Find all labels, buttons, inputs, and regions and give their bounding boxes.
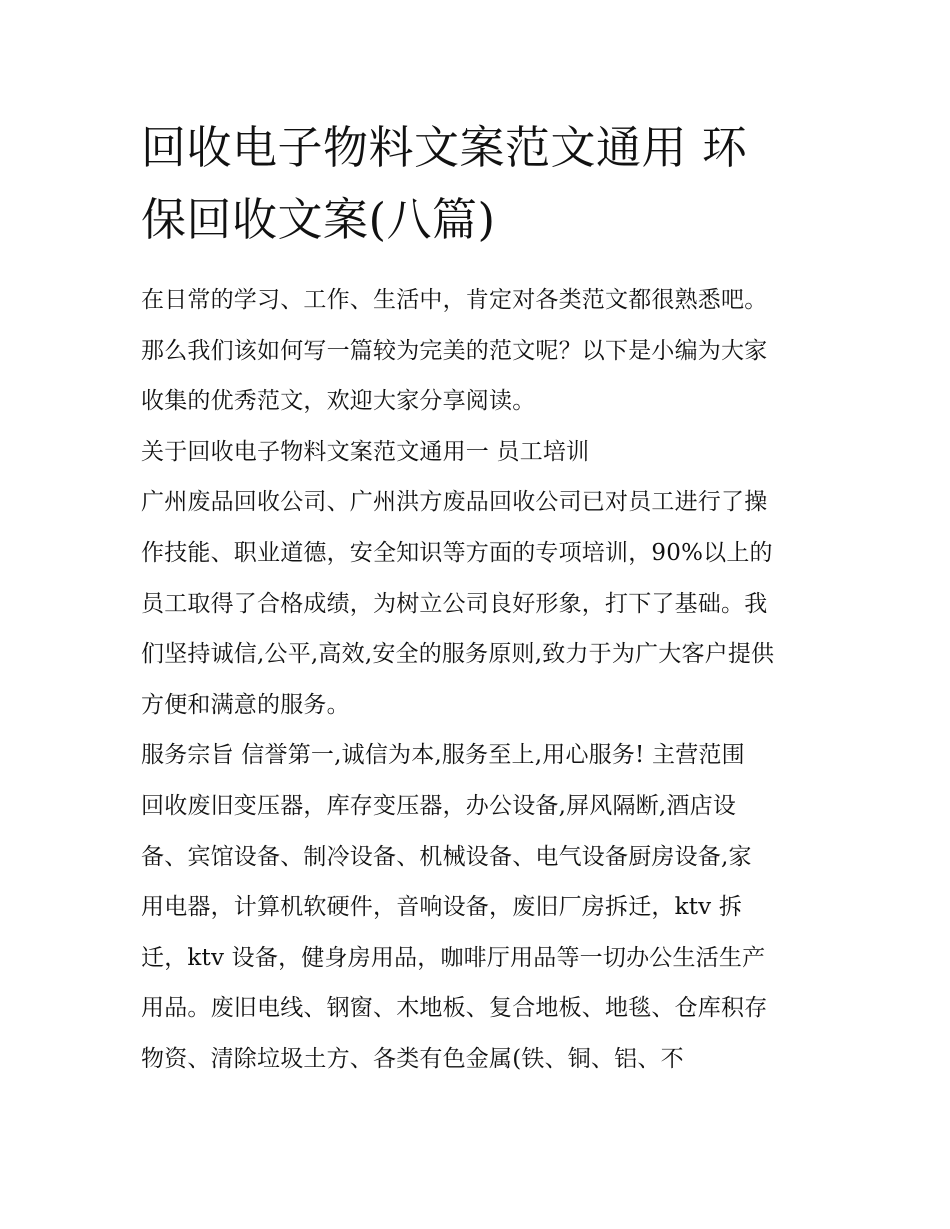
body-line: 迁，ktv 设备，健身房用品，咖啡厅用品等一切办公生活生产 (141, 944, 766, 971)
document-body (141, 275, 821, 1085)
body-line: 用电器，计算机软硬件，音响设备，废旧厂房拆迁，ktv 拆 (141, 894, 743, 921)
body-line: 备、宾馆设备、制冷设备、机械设备、电气设备厨房设备,家 (141, 843, 752, 870)
section-heading: 关于回收电子物料文案范文通用一 员工培训 (141, 438, 590, 465)
body-line: 作技能、职业道德，安全知识等方面的专项培训，90%以上的 (141, 539, 773, 566)
body-line: 回收废旧变压器，库存变压器，办公设备,屏风隔断,酒店设 (141, 792, 737, 819)
body-line: 员工取得了合格成绩，为树立公司良好形象，打下了基础。我 (141, 590, 768, 617)
title-line-2: 保回收文案(八篇) (141, 193, 496, 246)
body-line: 服务宗旨 信誉第一,诚信为本,服务至上,用心服务! 主营范围 (141, 742, 745, 769)
body-line: 收集的优秀范文，欢迎大家分享阅读。 (141, 388, 536, 415)
body-line: 用品。废旧电线、钢窗、木地板、复合地板、地毯、仓库积存 (141, 995, 768, 1022)
body-line: 们坚持诚信,公平,高效,安全的服务原则,致力于为广大客户提供 (141, 641, 775, 668)
document-title (141, 112, 821, 256)
body-line: 方便和满意的服务。 (141, 691, 350, 718)
body-line: 那么我们该如何写一篇较为完美的范文呢？以下是小编为大家 (141, 337, 768, 364)
body-line: 在日常的学习、工作、生活中，肯定对各类范文都很熟悉吧。 (141, 287, 768, 313)
title-line-1: 回收电子物料文案范文通用 环 (141, 121, 748, 174)
body-line: 物资、清除垃圾土方、各类有色金属(铁、铜、铝、不 (141, 1045, 684, 1072)
body-line: 广州废品回收公司、广州洪方废品回收公司已对员工进行了操 (141, 489, 768, 516)
